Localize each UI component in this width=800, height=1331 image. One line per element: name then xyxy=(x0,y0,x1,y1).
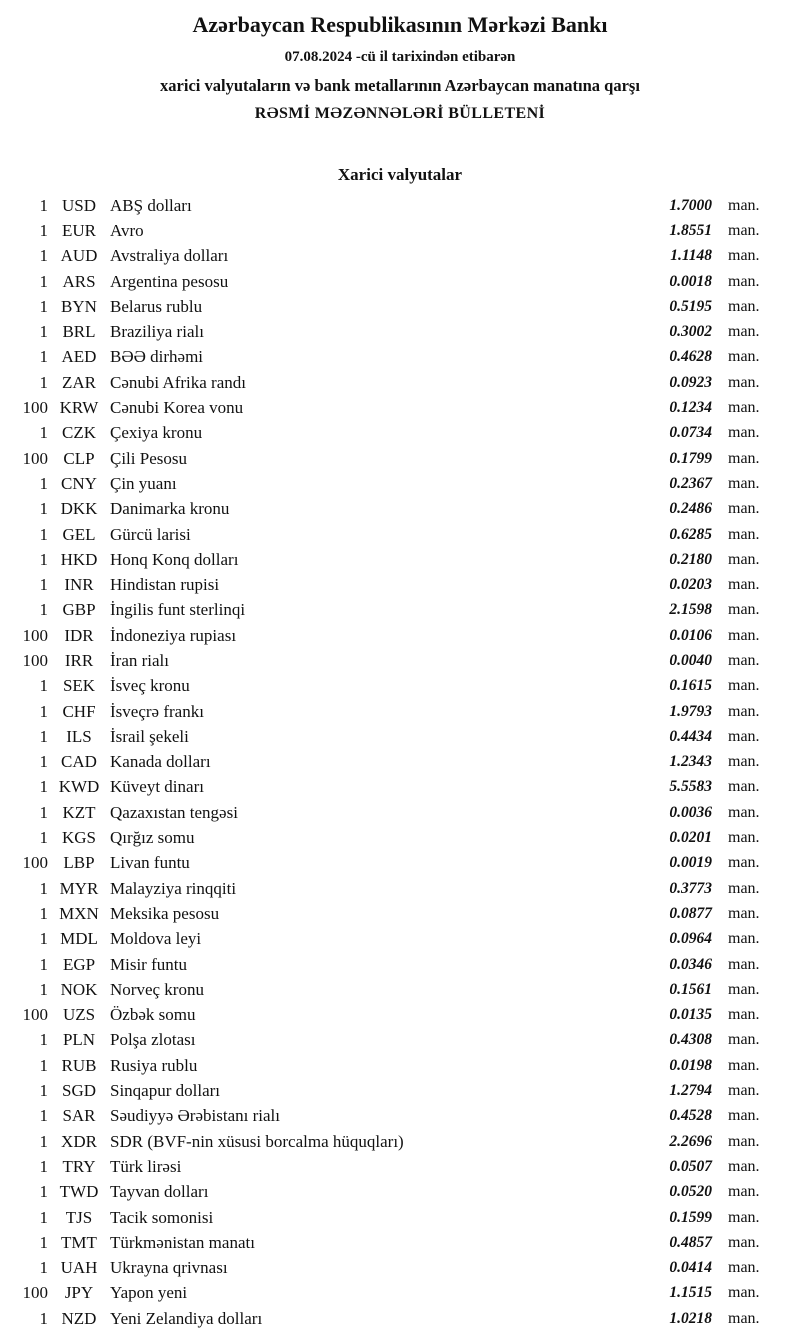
currency-row xyxy=(0,572,800,597)
currency-code: MYR xyxy=(59,878,99,898)
currency-name: Küveyt dinarı xyxy=(110,777,204,797)
currency-quantity: 1 xyxy=(39,1232,48,1252)
currency-code: KWD xyxy=(58,777,100,797)
currency-rate: 1.0218 xyxy=(669,1309,712,1327)
currency-name: Livan funtu xyxy=(110,853,190,873)
currency-unit: man. xyxy=(728,879,760,897)
currency-row xyxy=(0,497,800,522)
currency-quantity: 100 xyxy=(22,853,48,873)
currency-name: Avstraliya dolları xyxy=(110,246,229,266)
currency-quantity: 1 xyxy=(39,676,48,696)
currency-unit: man. xyxy=(728,829,760,847)
currency-row xyxy=(0,648,800,673)
currency-code: CNY xyxy=(61,473,97,493)
currency-unit: man. xyxy=(728,1259,760,1277)
currency-unit: man. xyxy=(728,955,760,973)
currency-name: Kanada dolları xyxy=(110,752,211,772)
currency-rate: 2.2696 xyxy=(669,1132,712,1150)
currency-rate: 1.1515 xyxy=(669,1284,712,1302)
currency-row xyxy=(0,370,800,395)
currency-quantity: 100 xyxy=(22,398,48,418)
currency-code: DKK xyxy=(60,499,98,519)
currency-rate: 0.0734 xyxy=(669,424,712,442)
currency-code: IRR xyxy=(64,650,94,670)
currency-name: Çin yuanı xyxy=(110,473,177,493)
currency-unit: man. xyxy=(728,1082,760,1100)
currency-unit: man. xyxy=(728,373,760,391)
currency-rate: 0.6285 xyxy=(669,525,712,543)
currency-name: Malayziya rinqqiti xyxy=(110,878,237,898)
currency-row xyxy=(0,218,800,243)
subtitle-line: xarici valyutaların və bank metallarının Azərbaycan manatına qarşı xyxy=(160,76,640,95)
currency-quantity: 1 xyxy=(39,903,48,923)
currency-row xyxy=(0,395,800,420)
currency-rate: 0.2367 xyxy=(669,474,712,492)
currency-code: SGD xyxy=(61,1081,96,1101)
currency-row xyxy=(0,1053,800,1078)
currency-unit: man. xyxy=(728,1107,760,1125)
section-title-foreign-currencies: Xarici valyutalar xyxy=(337,165,463,184)
currency-row xyxy=(0,901,800,926)
currency-name: İran rialı xyxy=(110,650,169,670)
currency-unit: man. xyxy=(728,500,760,518)
currency-quantity: 1 xyxy=(39,499,48,519)
currency-name: Tacik somonisi xyxy=(110,1207,214,1227)
currency-quantity: 1 xyxy=(39,1308,48,1328)
currency-table xyxy=(0,193,800,1331)
currency-row xyxy=(0,623,800,648)
currency-name: Sinqapur dolları xyxy=(110,1081,221,1101)
bulletin-header xyxy=(0,0,800,124)
effective-date-line: 07.08.2024 -cü il tarixindən etibarən xyxy=(284,49,516,65)
currency-unit: man. xyxy=(728,651,760,669)
currency-name: Türkmənistan manatı xyxy=(110,1232,255,1252)
currency-name: Belarus rublu xyxy=(110,296,203,316)
currency-unit: man. xyxy=(728,980,760,998)
currency-row xyxy=(0,1129,800,1154)
currency-unit: man. xyxy=(728,677,760,695)
currency-rate: 0.4528 xyxy=(669,1107,712,1125)
currency-name: İngilis funt sterlinqi xyxy=(110,600,246,620)
currency-code: RUB xyxy=(61,1055,97,1075)
currency-name: Türk lirəsi xyxy=(110,1156,182,1176)
currency-code: NOK xyxy=(60,979,98,999)
currency-code: LBP xyxy=(63,853,95,873)
currency-unit: man. xyxy=(728,424,760,442)
currency-code: TMT xyxy=(61,1232,97,1252)
currency-name: Argentina pesosu xyxy=(110,271,229,291)
currency-quantity: 1 xyxy=(39,195,48,215)
currency-name: Gürcü larisi xyxy=(110,524,191,544)
currency-rate: 0.1561 xyxy=(669,980,712,998)
currency-code: GEL xyxy=(62,524,96,544)
currency-unit: man. xyxy=(728,550,760,568)
currency-unit: man. xyxy=(728,1233,760,1251)
currency-name: Yapon yeni xyxy=(110,1283,188,1303)
currency-quantity: 100 xyxy=(22,1283,48,1303)
currency-code: HKD xyxy=(60,549,98,569)
currency-unit: man. xyxy=(728,702,760,720)
currency-code: SAR xyxy=(62,1106,96,1126)
currency-rate: 0.2486 xyxy=(669,500,712,518)
currency-rate: 1.1148 xyxy=(670,247,712,265)
currency-rate: 0.0877 xyxy=(669,904,712,922)
currency-row xyxy=(0,1003,800,1028)
currency-code: TRY xyxy=(62,1156,96,1176)
currency-name: Çexiya kronu xyxy=(110,423,203,443)
currency-rate: 1.9793 xyxy=(669,702,712,720)
currency-code: ARS xyxy=(62,271,96,291)
currency-name: Danimarka kronu xyxy=(110,499,230,519)
currency-code: KGS xyxy=(61,828,96,848)
currency-name: Braziliya rialı xyxy=(110,322,204,342)
currency-row xyxy=(0,1180,800,1205)
currency-row xyxy=(0,471,800,496)
currency-rate: 0.3773 xyxy=(669,879,712,897)
currency-quantity: 100 xyxy=(22,650,48,670)
currency-quantity: 1 xyxy=(39,1182,48,1202)
currency-rate: 0.0414 xyxy=(669,1259,712,1277)
currency-rate: 0.0923 xyxy=(669,373,712,391)
currency-rate: 0.0507 xyxy=(669,1157,712,1175)
currency-unit: man. xyxy=(728,1208,760,1226)
currency-rate: 0.3002 xyxy=(669,323,712,341)
currency-unit: man. xyxy=(728,449,760,467)
bank-title: Azərbaycan Respublikasının Mərkəzi Bankı xyxy=(192,12,608,37)
currency-rate: 0.5195 xyxy=(669,297,712,315)
currency-quantity: 1 xyxy=(39,246,48,266)
currency-code: KZT xyxy=(62,802,96,822)
currency-name: Hindistan rupisi xyxy=(110,575,220,595)
currency-name: Cənubi Afrika randı xyxy=(110,372,246,392)
currency-row xyxy=(0,269,800,294)
currency-name: Honq Konq dolları xyxy=(110,549,239,569)
currency-code: UAH xyxy=(60,1258,98,1278)
currency-quantity: 1 xyxy=(39,1055,48,1075)
currency-row xyxy=(0,193,800,218)
currency-row xyxy=(0,522,800,547)
currency-name: ABŞ dolları xyxy=(110,195,192,215)
currency-quantity: 100 xyxy=(22,448,48,468)
currency-quantity: 1 xyxy=(39,979,48,999)
currency-name: Norveç kronu xyxy=(110,979,204,999)
currency-rate: 0.0964 xyxy=(669,930,712,948)
currency-quantity: 1 xyxy=(39,1106,48,1126)
currency-quantity: 1 xyxy=(39,271,48,291)
currency-rate: 0.2180 xyxy=(669,550,712,568)
currency-unit: man. xyxy=(728,930,760,948)
currency-code: INR xyxy=(64,575,94,595)
currency-unit: man. xyxy=(728,1056,760,1074)
currency-code: CLP xyxy=(63,448,95,468)
currency-quantity: 100 xyxy=(22,1005,48,1025)
currency-name: Qırğız somu xyxy=(110,828,195,848)
currency-code: KRW xyxy=(59,398,99,418)
currency-name: Meksika pesosu xyxy=(110,903,220,923)
currency-rate: 5.5583 xyxy=(669,778,712,796)
currency-name: Çili Pesosu xyxy=(110,448,187,468)
currency-code: CHF xyxy=(62,701,96,721)
currency-row xyxy=(0,598,800,623)
currency-code: EUR xyxy=(62,220,96,240)
currency-unit: man. xyxy=(728,399,760,417)
currency-rate: 0.1799 xyxy=(669,449,712,467)
currency-quantity: 1 xyxy=(39,549,48,569)
currency-unit: man. xyxy=(728,904,760,922)
currency-code: NZD xyxy=(61,1308,97,1328)
currency-quantity: 1 xyxy=(39,1207,48,1227)
currency-rate: 0.4434 xyxy=(669,727,712,745)
currency-rate: 0.4308 xyxy=(669,1031,712,1049)
currency-unit: man. xyxy=(728,778,760,796)
currency-rate: 0.0201 xyxy=(669,829,712,847)
currency-quantity: 1 xyxy=(39,296,48,316)
currency-row xyxy=(0,1205,800,1230)
currency-unit: man. xyxy=(728,1132,760,1150)
currency-quantity: 1 xyxy=(39,878,48,898)
currency-unit: man. xyxy=(728,1006,760,1024)
currency-quantity: 1 xyxy=(39,524,48,544)
currency-unit: man. xyxy=(728,601,760,619)
currency-rate: 0.0040 xyxy=(669,651,712,669)
currency-unit: man. xyxy=(728,626,760,644)
currency-quantity: 1 xyxy=(39,220,48,240)
currency-name: Yeni Zelandiya dolları xyxy=(110,1308,263,1328)
currency-unit: man. xyxy=(728,1031,760,1049)
currency-code: BYN xyxy=(61,296,97,316)
currency-quantity: 100 xyxy=(22,625,48,645)
currency-unit: man. xyxy=(728,272,760,290)
currency-rate: 1.8551 xyxy=(669,221,712,239)
currency-name: İsrail şekeli xyxy=(110,726,189,746)
currency-row xyxy=(0,674,800,699)
currency-unit: man. xyxy=(728,1309,760,1327)
currency-code: SEK xyxy=(62,676,96,696)
currency-row xyxy=(0,927,800,952)
currency-row xyxy=(0,952,800,977)
currency-unit: man. xyxy=(728,247,760,265)
currency-row xyxy=(0,775,800,800)
currency-unit: man. xyxy=(728,1183,760,1201)
currency-name: Polşa zlotası xyxy=(110,1030,196,1050)
currency-quantity: 1 xyxy=(39,322,48,342)
currency-unit: man. xyxy=(728,221,760,239)
currency-quantity: 1 xyxy=(39,752,48,772)
currency-name: Rusiya rublu xyxy=(110,1055,198,1075)
currency-quantity: 1 xyxy=(39,802,48,822)
currency-quantity: 1 xyxy=(39,1081,48,1101)
currency-name: Səudiyyə Ərəbistanı rialı xyxy=(110,1106,280,1126)
currency-name: Ukrayna qrivnası xyxy=(110,1258,228,1278)
currency-code: PLN xyxy=(62,1030,96,1050)
currency-rate: 1.2343 xyxy=(669,753,712,771)
currency-row xyxy=(0,421,800,446)
currency-row xyxy=(0,750,800,775)
currency-code: IDR xyxy=(64,625,94,645)
currency-rate: 0.0203 xyxy=(669,576,712,594)
currency-row xyxy=(0,851,800,876)
currency-name: SDR (BVF-nin xüsusi borcalma hüquqları) xyxy=(110,1131,404,1151)
currency-row xyxy=(0,1281,800,1306)
currency-row xyxy=(0,1255,800,1280)
currency-name: İsveç kronu xyxy=(110,676,190,696)
currency-quantity: 1 xyxy=(39,1030,48,1050)
currency-rate: 0.4857 xyxy=(669,1233,712,1251)
currency-code: CZK xyxy=(62,423,96,443)
bulletin-title: RƏSMİ MƏZƏNNƏLƏRİ BÜLLETENİ xyxy=(254,105,546,122)
currency-name: Misir funtu xyxy=(110,954,187,974)
currency-code: JPY xyxy=(64,1283,94,1303)
currency-unit: man. xyxy=(728,196,760,214)
currency-rate: 0.1615 xyxy=(669,677,712,695)
currency-unit: man. xyxy=(728,348,760,366)
currency-code: XDR xyxy=(61,1131,97,1151)
currency-unit: man. xyxy=(728,753,760,771)
currency-quantity: 1 xyxy=(39,347,48,367)
currency-code: MDL xyxy=(60,929,98,949)
currency-quantity: 1 xyxy=(39,1156,48,1176)
currency-code: CAD xyxy=(61,752,97,772)
currency-code: TWD xyxy=(59,1182,99,1202)
currency-row xyxy=(0,1154,800,1179)
currency-rate: 0.4628 xyxy=(669,348,712,366)
currency-code: EGP xyxy=(62,954,96,974)
currency-rate: 0.0135 xyxy=(669,1006,712,1024)
currency-row xyxy=(0,345,800,370)
currency-code: AUD xyxy=(60,246,98,266)
currency-row xyxy=(0,825,800,850)
currency-name: İsveçrə frankı xyxy=(110,701,204,721)
currency-name: Moldova leyi xyxy=(110,929,202,949)
currency-quantity: 1 xyxy=(39,473,48,493)
currency-rate: 0.0520 xyxy=(669,1183,712,1201)
currency-row xyxy=(0,547,800,572)
currency-quantity: 1 xyxy=(39,929,48,949)
currency-unit: man. xyxy=(728,854,760,872)
currency-rate: 0.0106 xyxy=(669,626,712,644)
currency-code: USD xyxy=(61,195,96,215)
currency-rate: 0.0018 xyxy=(669,272,712,290)
currency-row xyxy=(0,724,800,749)
currency-row xyxy=(0,1028,800,1053)
currency-rate: 0.1599 xyxy=(669,1208,712,1226)
currency-row xyxy=(0,319,800,344)
currency-quantity: 1 xyxy=(39,1258,48,1278)
currency-quantity: 1 xyxy=(39,954,48,974)
currency-quantity: 1 xyxy=(39,726,48,746)
currency-row xyxy=(0,699,800,724)
currency-row xyxy=(0,1230,800,1255)
currency-rate: 0.0346 xyxy=(669,955,712,973)
currency-name: Cənubi Korea vonu xyxy=(110,398,244,418)
currency-rate: 0.1234 xyxy=(669,399,712,417)
currency-name: Tayvan dolları xyxy=(110,1182,209,1202)
currency-unit: man. xyxy=(728,1157,760,1175)
currency-unit: man. xyxy=(728,803,760,821)
currency-quantity: 1 xyxy=(39,372,48,392)
currency-rate: 1.2794 xyxy=(669,1082,712,1100)
currency-name: Avro xyxy=(110,220,144,240)
currency-quantity: 1 xyxy=(39,777,48,797)
currency-row xyxy=(0,244,800,269)
currency-unit: man. xyxy=(728,525,760,543)
currency-quantity: 1 xyxy=(39,600,48,620)
currency-quantity: 1 xyxy=(39,1131,48,1151)
currency-code: TJS xyxy=(65,1207,93,1227)
currency-code: UZS xyxy=(62,1005,96,1025)
currency-rate: 0.0036 xyxy=(669,803,712,821)
currency-row xyxy=(0,1306,800,1331)
currency-name: Özbək somu xyxy=(110,1005,196,1025)
currency-quantity: 1 xyxy=(39,701,48,721)
currency-row xyxy=(0,294,800,319)
currency-unit: man. xyxy=(728,323,760,341)
currency-rate: 1.7000 xyxy=(669,196,712,214)
currency-code: GBP xyxy=(62,600,96,620)
currency-rate: 0.0198 xyxy=(669,1056,712,1074)
currency-code: MXN xyxy=(59,903,99,923)
currency-name: Qazaxıstan tengəsi xyxy=(110,802,238,822)
currency-row xyxy=(0,977,800,1002)
currency-code: ILS xyxy=(66,726,92,746)
currency-row xyxy=(0,800,800,825)
currency-unit: man. xyxy=(728,727,760,745)
currency-code: BRL xyxy=(62,322,96,342)
currency-code: AED xyxy=(61,347,97,367)
currency-code: ZAR xyxy=(62,372,96,392)
currency-row xyxy=(0,446,800,471)
currency-row xyxy=(0,876,800,901)
currency-quantity: 1 xyxy=(39,828,48,848)
currency-quantity: 1 xyxy=(39,423,48,443)
currency-unit: man. xyxy=(728,474,760,492)
currency-quantity: 1 xyxy=(39,575,48,595)
currency-rate: 2.1598 xyxy=(669,601,712,619)
currency-unit: man. xyxy=(728,297,760,315)
currency-name: İndoneziya rupiası xyxy=(110,625,237,645)
currency-row xyxy=(0,1078,800,1103)
currency-unit: man. xyxy=(728,576,760,594)
currency-unit: man. xyxy=(728,1284,760,1302)
currency-name: BƏƏ dirhəmi xyxy=(110,347,204,367)
currency-row xyxy=(0,1104,800,1129)
currency-rate: 0.0019 xyxy=(669,854,712,872)
